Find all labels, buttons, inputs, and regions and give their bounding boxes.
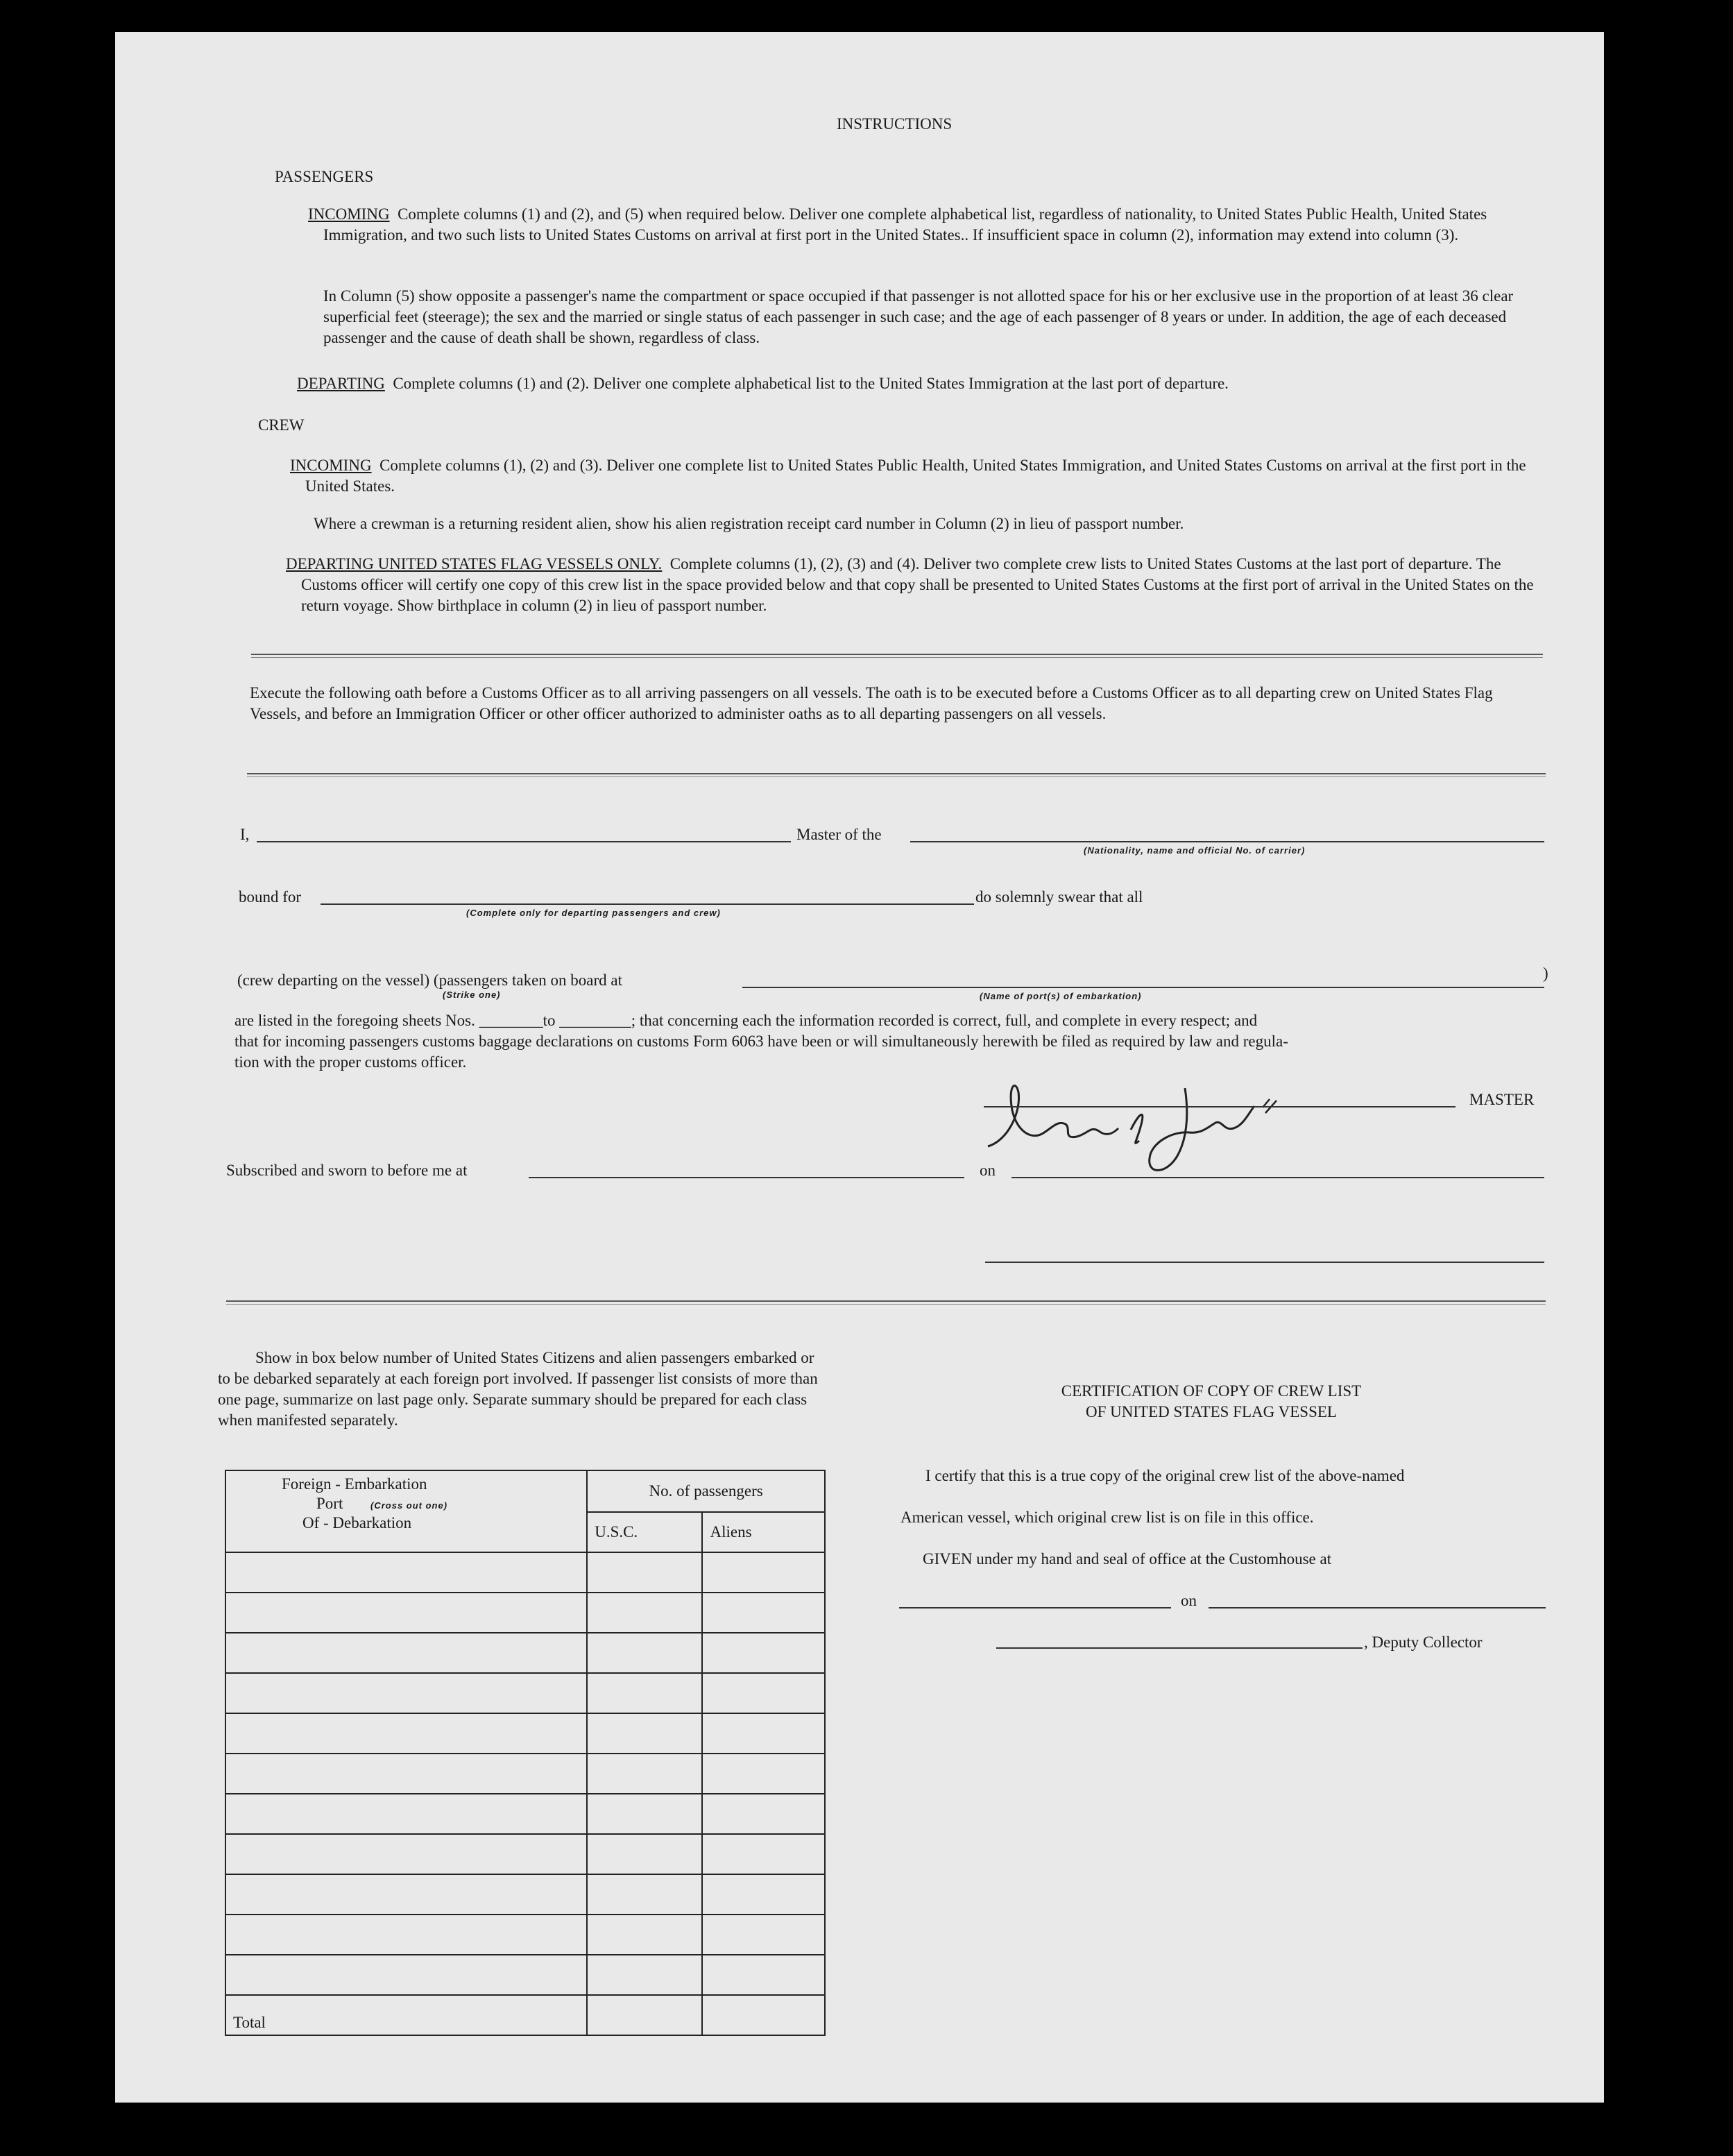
passenger-summary-table [225,1470,826,2036]
table-row [225,1552,825,1593]
port-cell[interactable] [225,1955,587,1995]
sworn-on-label: on [980,1162,996,1179]
embarkation-caption: (Name of port(s) of embarkation) [980,991,1142,1001]
master-signature [980,1064,1326,1175]
aliens-cell[interactable] [702,1834,825,1874]
usc-header: U.S.C. [587,1512,702,1552]
table-row [225,1633,825,1673]
master-signature-line[interactable] [984,1106,1455,1107]
port-cell[interactable] [225,1593,587,1633]
certification-given: GIVEN under my hand and seal of office at the Customhouse at [923,1550,1332,1568]
aliens-cell[interactable] [702,1955,825,1995]
port-cell[interactable] [225,1915,587,1955]
aliens-cell[interactable] [702,1713,825,1754]
listed-line-3: tion with the proper customs officer. [234,1053,467,1071]
certification-title-1: CERTIFICATION OF COPY OF CREW LIST [1061,1382,1362,1400]
passengers-departing-label: DEPARTING [297,375,385,392]
aliens-cell[interactable] [702,1673,825,1713]
swear-label: do solemnly swear that all [975,888,1143,906]
listed-line-1: are listed in the foregoing sheets Nos. ________to _________; that concerning each the information recorded is correct, full, and complete in every respect; and [234,1012,1258,1029]
listed-line-2: that for incoming passengers customs baggage declarations on customs Form 6063 have been or will simultaneously herewith be filed as required by law and regula- [234,1033,1288,1050]
table-row [225,1673,825,1713]
usc-cell[interactable] [587,1834,702,1874]
carrier-caption: (Nationality, name and official No. of carrier) [1084,845,1306,856]
table-row [225,1834,825,1874]
crew-departing-label: DEPARTING UNITED STATES FLAG VESSELS ONLY. [286,555,663,572]
deputy-collector-field[interactable] [996,1647,1363,1649]
summary-instruction: Show in box below number of United States Citizens and alien passengers embarked or to be debarked separately at each foreign port involved. If passenger list consists of more than one page, summarize on last page only. Separate summary should be prepared for each class when manifested separately. [218,1349,818,1429]
port-cell[interactable] [225,1794,587,1834]
certification-text-1: I certify that this is a true copy of the original crew list of the above-named [925,1467,1405,1484]
master-label: MASTER [1469,1091,1535,1108]
divider [247,773,1546,777]
certification-on-label: on [1181,1592,1197,1609]
crew-departing-paragraph [286,554,1550,616]
usc-cell[interactable] [587,1874,702,1915]
crew-departing-label: (crew departing on the vessel) (passengers taken on board at [237,971,622,989]
carrier-field[interactable] [910,841,1544,842]
bound-for-field[interactable] [321,903,974,905]
passengers-heading: PASSENGERS [275,168,374,185]
port-cell[interactable] [225,1633,587,1673]
port-cell[interactable] [225,1713,587,1754]
crew-incoming-label: INCOMING [290,457,372,474]
crew-incoming-text: Complete columns (1), (2) and (3). Deliver one complete list to United States Public Health, United States Immigration, and United States Customs on arrival at the first port in the United States. [305,457,1526,495]
usc-cell[interactable] [587,1633,702,1673]
usc-cell[interactable] [587,1915,702,1955]
of-debarkation-header: Of - Debarkation [302,1514,412,1531]
bound-for-caption: (Complete only for departing passengers and crew) [466,908,721,918]
table-body [225,1552,825,1995]
usc-cell[interactable] [587,1754,702,1794]
aliens-cell[interactable] [702,1915,825,1955]
usc-cell[interactable] [587,1955,702,1995]
port-cell[interactable] [225,1552,587,1593]
port-cell[interactable] [225,1673,587,1713]
certification-title-2: OF UNITED STATES FLAG VESSEL [1086,1403,1337,1420]
total-label: Total [225,1995,587,2035]
form-page [115,32,1604,2103]
cross-out-caption: (Cross out one) [370,1500,448,1511]
sworn-date-field[interactable] [1011,1177,1544,1178]
table-row [225,1874,825,1915]
table-row [225,1593,825,1633]
aliens-cell[interactable] [702,1874,825,1915]
usc-cell[interactable] [587,1673,702,1713]
crew-departing-text: Complete columns (1), (2), (3) and (4). Deliver two complete crew lists to United States Customs at the last port of departure. The Customs officer will certify one copy of this crew list in the space provided below and that copy shall be presented to United States Customs at the first port of arrival in the United States on the return voyage. Show birthplace in column (2) in lieu of passport number. [301,555,1534,614]
crew-incoming-paragraph [290,455,1526,497]
divider [251,654,1543,658]
passengers-departing-text: Complete columns (1) and (2). Deliver one complete alphabetical list to the United States Immigration at the last port of departure. [393,375,1229,392]
port-cell[interactable] [225,1834,587,1874]
passengers-incoming-text: Complete columns (1) and (2), and (5) when required below. Deliver one complete alphabetical list, regardless of nationality, to United States Public Health, United States Immigration, and two such lists to United States Customs on arrival at first port in the United States.. If insufficient space in column (2), information may extend into column (3). [323,205,1487,244]
port-header: Port [316,1495,343,1512]
foreign-port-header: Foreign - Embarkation [282,1475,427,1493]
sworn-location-field[interactable] [529,1177,964,1178]
aliens-cell[interactable] [702,1754,825,1794]
usc-cell[interactable] [587,1794,702,1834]
usc-cell[interactable] [587,1593,702,1633]
aliens-cell[interactable] [702,1552,825,1593]
bound-for-label: bound for [239,888,302,906]
table-row [225,1915,825,1955]
table-row [225,1955,825,1995]
divider [226,1300,1546,1305]
port-cell[interactable] [225,1874,587,1915]
close-paren: ) [1543,965,1548,982]
strike-one-caption: (Strike one) [443,990,501,1000]
crew-heading: CREW [258,416,305,434]
port-cell[interactable] [225,1754,587,1794]
table-row [225,1713,825,1754]
certification-date-field[interactable] [1209,1607,1546,1608]
table-row [225,1794,825,1834]
port-header-cell [225,1470,587,1552]
oath-instruction: Execute the following oath before a Customs Officer as to all arriving passengers on all vessels. The oath is to be executed before a Customs Officer as to all departing crew on United States Flag Vessels, and before an Immigration Officer or other officer authorized to administer oaths as to all departing passengers on all vessels. [250,684,1493,722]
oath-i-label: I, [240,826,250,843]
aliens-header: Aliens [702,1512,825,1552]
subscribed-label: Subscribed and sworn to before me at [226,1162,468,1179]
crew-resident-paragraph: Where a crewman is a returning resident alien, show his alien registration receipt card number in Column (2) in lieu of passport number. [314,515,1184,532]
customhouse-field[interactable] [899,1607,1171,1608]
aliens-cell[interactable] [702,1794,825,1834]
total-usc-cell[interactable] [587,1995,702,2035]
embarkation-port-field[interactable] [742,987,1544,988]
table-row [225,1754,825,1794]
deputy-collector-label: , Deputy Collector [1364,1633,1483,1651]
master-name-field[interactable] [257,841,791,842]
certification-text-2: American vessel, which original crew list is on file in this office. [900,1509,1314,1526]
passengers-column5-paragraph: In Column (5) show opposite a passenger's name the compartment or space occupied if that passenger is not allotted space for his or her exclusive use in the proportion of at least 36 clear superficial feet (steerage); the sex and the married or single status of each passenger in such case; and the age of each passenger of 8 years or under. In addition, the age of each deceased passenger and the cause of death shall be shown, regardless of class. [323,287,1514,346]
total-aliens-cell[interactable] [702,1995,825,2035]
total-row [225,1995,825,2035]
passengers-departing-paragraph [297,373,1546,394]
aliens-cell[interactable] [702,1593,825,1633]
usc-cell[interactable] [587,1713,702,1754]
aliens-cell[interactable] [702,1633,825,1673]
usc-cell[interactable] [587,1552,702,1593]
no-passengers-header: No. of passengers [587,1470,825,1512]
officer-signature-field[interactable] [985,1262,1544,1263]
page-title: INSTRUCTIONS [837,115,953,133]
passengers-incoming-paragraph [308,204,1551,246]
master-of-label: Master of the [796,826,882,843]
passengers-incoming-label: INCOMING [308,205,390,223]
